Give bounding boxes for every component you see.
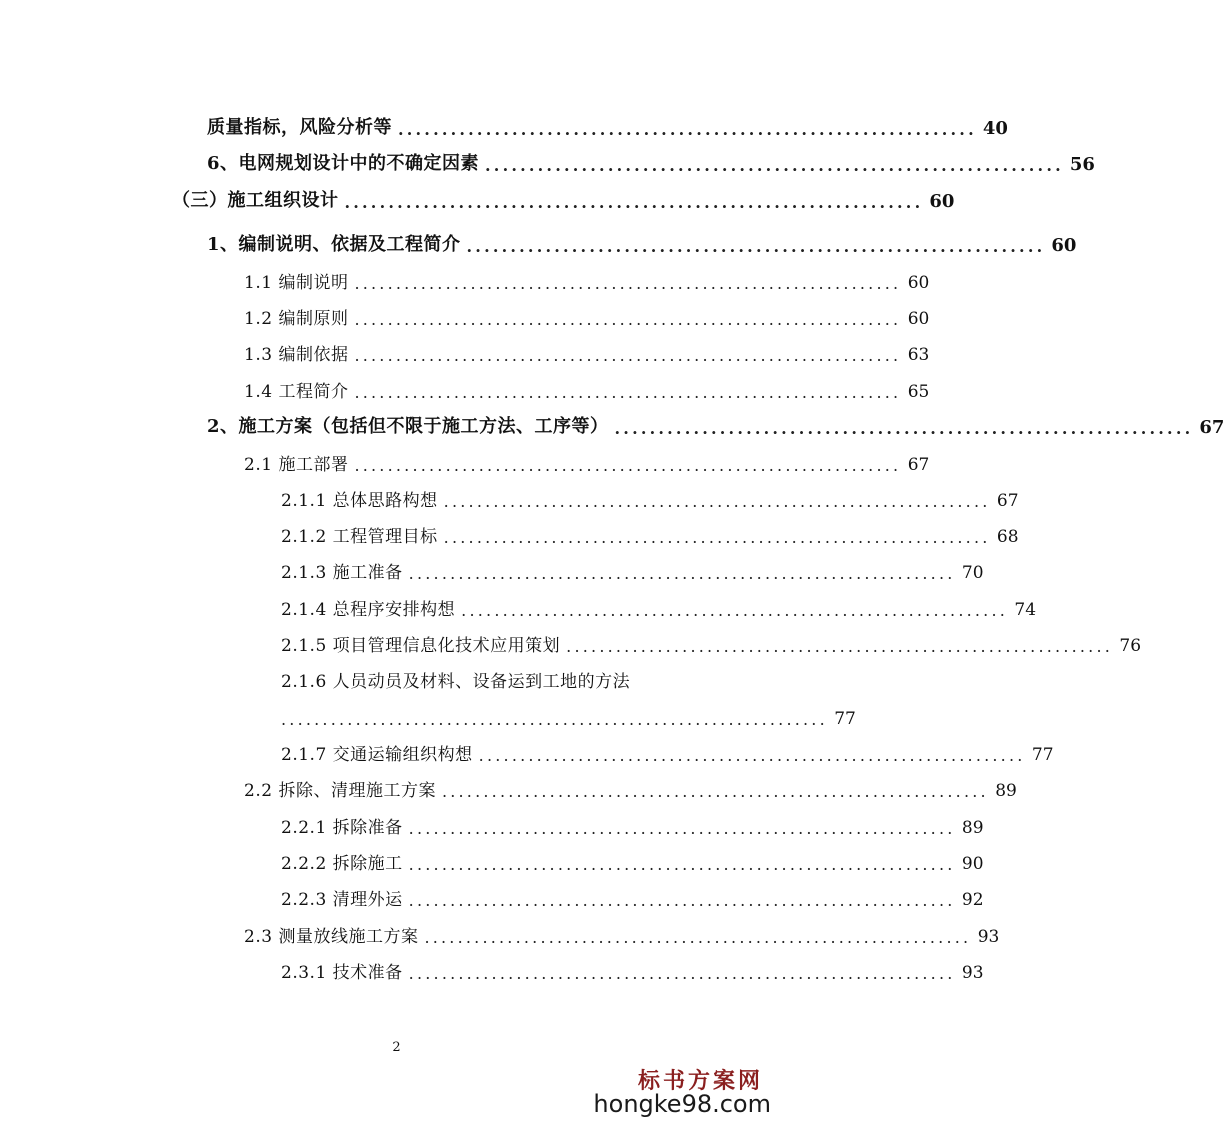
- toc-entry-title: 2.3 测量放线施工方案: [244, 927, 419, 947]
- watermark-url: hongke98.com: [593, 1090, 771, 1118]
- toc-entry[interactable]: [207, 230, 1077, 256]
- toc-leader-dots: ..................................................................: [281, 710, 828, 729]
- toc-leader-dots: ..................................................................: [354, 310, 902, 329]
- toc-entry[interactable]: [281, 485, 1019, 511]
- toc-leader-dots: ..................................................................: [424, 928, 972, 947]
- toc-entry[interactable]: [281, 630, 1142, 656]
- toc-entry[interactable]: [281, 557, 984, 583]
- toc-entry-page: 77: [834, 709, 856, 729]
- toc-leader-dots: ..................................................................: [443, 528, 991, 547]
- toc-entry-title: 2.2.1 拆除准备: [281, 818, 403, 838]
- toc-entry[interactable]: [244, 303, 930, 329]
- toc-entry-page: 60: [929, 191, 955, 212]
- toc-entry-title: 2.3.1 技术准备: [281, 963, 403, 983]
- toc-leader-dots: ..................................................................: [485, 156, 1064, 175]
- toc-leader-dots: ..................................................................: [461, 601, 1009, 620]
- toc-entry-title: 2.1.4 总程序安排构想: [281, 600, 456, 620]
- toc-entry-title: 2、施工方案（包括但不限于施工方法、工序等）: [207, 416, 609, 437]
- toc-entry-page: 68: [996, 527, 1019, 547]
- toc-entry-title: 1、编制说明、依据及工程简介: [207, 234, 461, 255]
- toc-entry-title: 2.1.3 施工准备: [281, 563, 403, 583]
- toc-leader-dots: ..................................................................: [441, 782, 989, 801]
- toc-leader-dots: ..................................................................: [443, 492, 991, 511]
- toc-leader-dots: ..................................................................: [354, 383, 902, 402]
- toc-entry-title: 2.2 拆除、清理施工方案: [244, 781, 436, 801]
- toc-entry-title: 2.1.7 交通运输组织构想: [281, 745, 473, 765]
- toc-entry[interactable]: [281, 739, 1054, 765]
- toc-entry-title: 1.2 编制原则: [244, 309, 349, 329]
- toc-entry-title: 2.1.1 总体思路构想: [281, 491, 438, 511]
- toc-entry-page: 67: [907, 455, 930, 475]
- toc-entry-page: 89: [995, 781, 1017, 801]
- toc-entry[interactable]: [207, 113, 1008, 139]
- toc-entry-page: 60: [907, 273, 930, 293]
- toc-entry-title: 质量指标，风险分析等: [207, 117, 392, 138]
- toc-leader-dots: ..................................................................: [478, 746, 1026, 765]
- toc-entry[interactable]: [244, 376, 930, 402]
- toc-entry[interactable]: [172, 186, 955, 212]
- toc-entry-page: 56: [1069, 154, 1095, 175]
- toc-leader-dots: ..................................................................: [408, 855, 956, 874]
- toc-entry-title: 6、电网规划设计中的不确定因素: [207, 153, 480, 174]
- toc-leader-dots: ..................................................................: [466, 237, 1046, 256]
- toc-leader-dots: ..................................................................: [408, 964, 956, 983]
- toc-entry-continuation[interactable]: [281, 703, 856, 729]
- toc-entry-title: （三）施工组织设计: [172, 190, 339, 211]
- toc-entry-title: 1.1 编制说明: [244, 273, 349, 293]
- toc-entry-page: 90: [961, 854, 984, 874]
- toc-leader-dots: ..................................................................: [354, 346, 902, 365]
- toc-entry[interactable]: [244, 449, 930, 475]
- toc-entry-page: 40: [982, 118, 1008, 139]
- toc-entry[interactable]: [207, 412, 1224, 438]
- toc-entry-page: 70: [961, 563, 984, 583]
- toc-entry[interactable]: [244, 339, 930, 365]
- toc-entry-page: 74: [1014, 600, 1037, 620]
- toc-entry-page: 60: [907, 309, 930, 329]
- toc-entry-page: 92: [961, 890, 984, 910]
- toc-entry-page: 65: [907, 382, 930, 402]
- toc-entry-title: 2.1.6 人员动员及材料、设备运到工地的方法: [281, 672, 631, 692]
- toc-leader-dots: ..................................................................: [614, 419, 1194, 438]
- toc-leader-dots: ..................................................................: [566, 637, 1114, 656]
- toc-entry-title: 2.1.5 项目管理信息化技术应用策划: [281, 636, 561, 656]
- toc-entry-title: 2.1 施工部署: [244, 455, 349, 475]
- toc-leader-dots: ..................................................................: [408, 891, 956, 910]
- toc-entry[interactable]: [281, 594, 1037, 620]
- toc-leader-dots: ..................................................................: [408, 819, 956, 838]
- toc-entry-title: 2.1.2 工程管理目标: [281, 527, 438, 547]
- page-number: 2: [392, 1040, 401, 1055]
- toc-entry[interactable]: [244, 921, 1000, 947]
- toc-entry[interactable]: [244, 267, 930, 293]
- toc-entry-page: 76: [1119, 636, 1142, 656]
- toc-entry[interactable]: [244, 775, 1017, 801]
- toc-leader-dots: ..................................................................: [344, 193, 924, 212]
- toc-leader-dots: ..................................................................: [354, 274, 902, 293]
- toc-entry[interactable]: [281, 848, 984, 874]
- toc-entry-page: 60: [1051, 235, 1077, 256]
- toc-entry[interactable]: [207, 149, 1095, 175]
- toc-entry-page: 93: [961, 963, 984, 983]
- toc-leader-dots: ..................................................................: [398, 120, 977, 139]
- toc-entry-title: 1.4 工程简介: [244, 382, 349, 402]
- toc-leader-dots: ..................................................................: [354, 456, 902, 475]
- toc-entry[interactable]: [281, 812, 984, 838]
- toc-entry-page: 77: [1031, 745, 1054, 765]
- toc-entry[interactable]: [281, 957, 984, 983]
- toc-entry-page: 89: [961, 818, 984, 838]
- toc-entry[interactable]: [281, 666, 662, 692]
- toc-entry-page: 67: [1199, 417, 1224, 438]
- toc-entry-title: 1.3 编制依据: [244, 345, 349, 365]
- toc-entry-page: 93: [977, 927, 1000, 947]
- toc-entry-page: 63: [907, 345, 930, 365]
- toc-leader-dots: ..................................................................: [408, 564, 956, 583]
- toc-entry[interactable]: [281, 884, 984, 910]
- toc-entry-title: 2.2.3 清理外运: [281, 890, 403, 910]
- toc-entry[interactable]: [281, 521, 1019, 547]
- toc-entry-title: 2.2.2 拆除施工: [281, 854, 403, 874]
- watermark-logo-text: 标书方案网: [637, 1069, 763, 1094]
- toc-entry-page: 67: [996, 491, 1019, 511]
